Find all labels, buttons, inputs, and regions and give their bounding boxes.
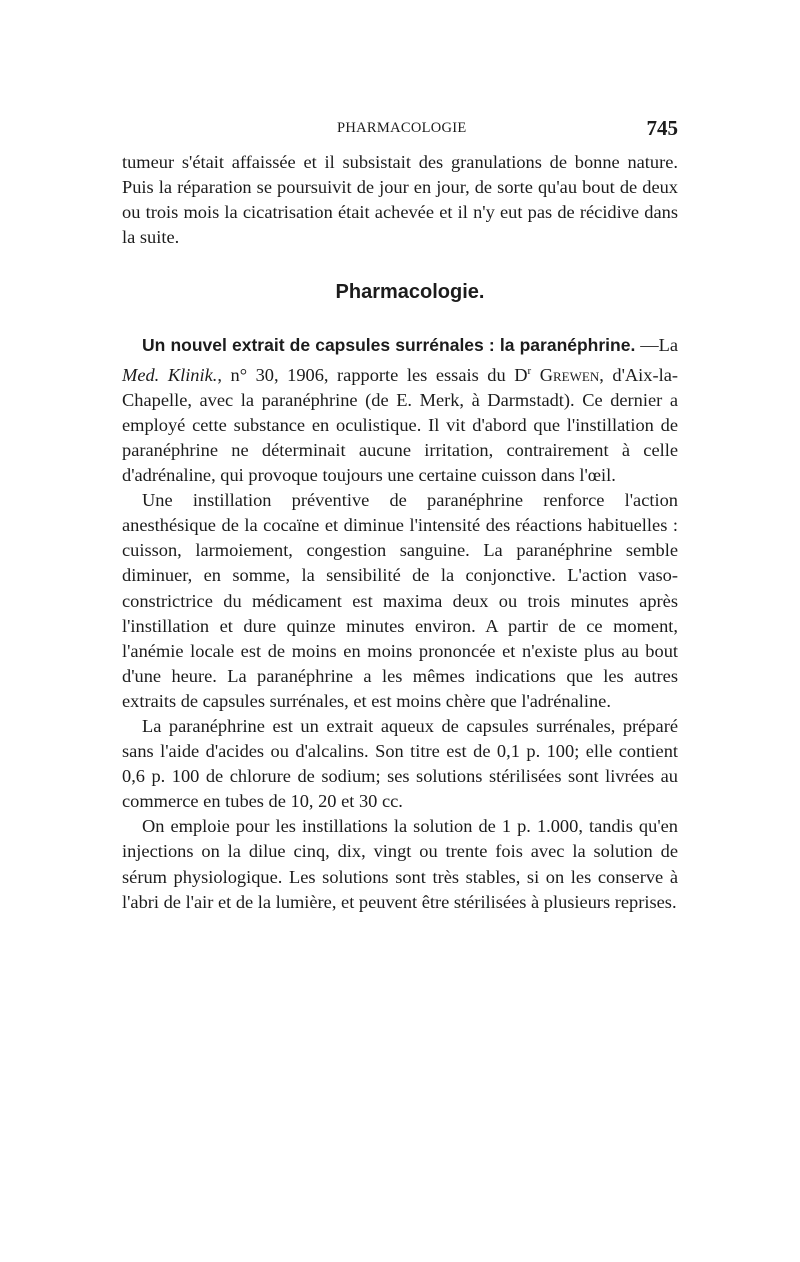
article-dash: —La xyxy=(635,335,678,356)
main-text xyxy=(122,150,678,915)
section-heading: Pharmacologie. xyxy=(335,281,485,304)
article-body: , d'Aix-la-Chapelle, avec la paranéphrine (de E. Merk, à Darmstadt). Ce dernier a employé cette substance en oculistique. Il vit d'abord que l'instillation de paranéphrine ne déterminait aucune irritation, contrairement à celle d'adrénaline, qui provoque toujours une certaine cuisson dans l'œil. xyxy=(122,364,678,486)
paragraph-4: On emploie pour les instillations la solution de 1 p. 1.000, tandis qu'en injections on la dilue cinq, dix, vingt ou trente fois avec la solution de sérum physiologique. Les solutions sont très stables, si on les conserve à l'abri de l'air et de la lumière, et peuvent être stérilisées à plusieurs reprises. xyxy=(122,816,678,912)
running-title: PHARMACOLOGIE xyxy=(337,120,467,136)
continuation-paragraph: tumeur s'était affaissée et il subsistait des granulations de bonne nature. Puis la réparation se poursuivit de jour en jour, de sorte qu'au bout de deux ou trois mois la cicatrisation était achevée et il n'y eut pas de récidive dans la suite. xyxy=(122,152,678,248)
running-header xyxy=(122,118,678,140)
journal-name: Med. Klinik. xyxy=(122,364,218,385)
doctor-abbrev-sup: r xyxy=(527,364,532,377)
article-citation: , n° 30, 1906, rapporte les essais du D xyxy=(217,364,528,385)
author-name: Grewen xyxy=(539,364,600,385)
article-paragraph xyxy=(122,333,678,488)
paragraph-3: La paranéphrine est un extrait aqueux de capsules surrénales, préparé sans l'aide d'acides ou d'alcalins. Son titre est de 0,1 p. 100; elle contient 0,6 p. 100 de chlorure de sodium; ses solutions stérilisées sont livrées au commerce en tubes de 10, 20 et 30 cc. xyxy=(122,716,678,812)
article-title: Un nouvel extrait de capsules surrénales : la paranéphrine. xyxy=(142,335,636,356)
paragraph-2: Une instillation préventive de paranéphrine renforce l'action anesthésique de la cocaïne et diminue l'intensité des réactions habituelles : cuisson, larmoiement, congestion sanguine. La paranéphrine semble diminuer, en somme, la sensibilité de la conjonctive. L'action vaso-constrictrice du médicament est maxima deux ou trois minutes après l'instillation et dure quinze minutes environ. A partir de ce moment, l'anémie locale est de moins en moins prononcée et n'existe plus au bout d'une heure. La paranéphrine a les mêmes indications que les autres extraits de capsules surrénales, et est moins chère que l'adrénaline. xyxy=(122,490,678,711)
page-number: 745 xyxy=(646,116,678,140)
